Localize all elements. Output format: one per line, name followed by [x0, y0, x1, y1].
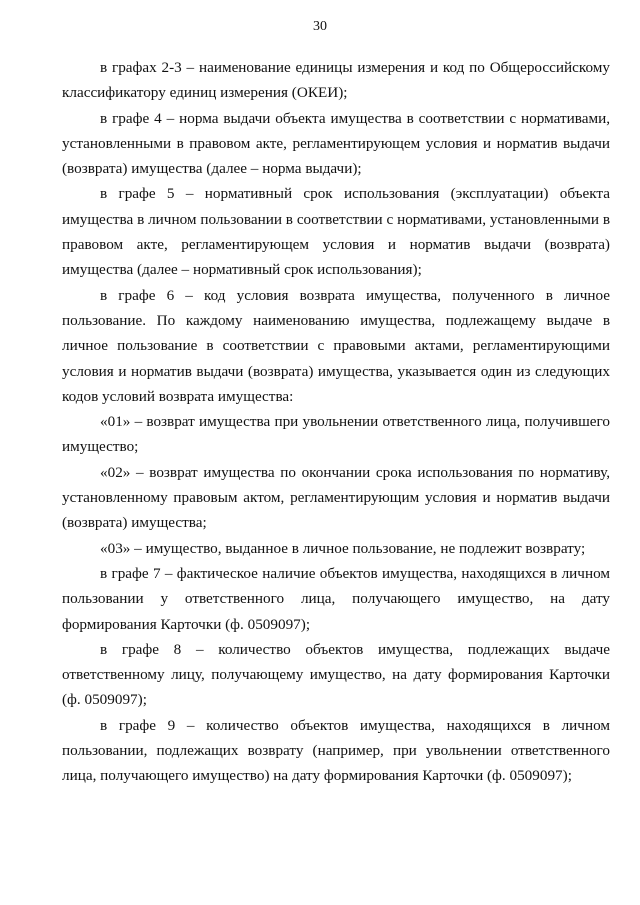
paragraph-grafa-6: в графе 6 – код условия возврата имущества, полученного в личное пользование. По каждому наименованию имущества, подлежащему выдаче в личное пользование в соответствии с правовыми актами, регламентирующими условия и норматив выдачи (возврата) имущества, указывается один из следующих кодов условий возврата имущества:	[62, 286, 610, 405]
paragraph-grafa-8: в графе 8 – количество объектов имущества, подлежащих выдаче ответственному лицу, получающему имущество, на дату формирования Карточки (ф. 0509097);	[62, 640, 610, 709]
paragraph-grafa-7: в графе 7 – фактическое наличие объектов имущества, находящихся в личном пользовании у ответственного лица, получающего имущество, на дату формирования Карточки (ф. 0509097);	[62, 564, 610, 633]
paragraph-grafa-5: в графе 5 – нормативный срок использования (эксплуатации) объекта имущества в личном пользовании в соответствии с нормативами, установленными в правовом акте, регламентирующем условия и норматив выдачи (возврата) имущества (далее – нормативный срок использования);	[62, 185, 610, 279]
paragraph-grafy-2-3: в графах 2-3 – наименование единицы измерения и код по Общероссийскому классификатору единиц измерения (ОКЕИ);	[62, 59, 610, 102]
page-number: 30	[313, 19, 327, 34]
paragraph-code-01: «01» – возврат имущества при увольнении ответственного лица, получившего имущество;	[62, 413, 610, 456]
paragraph-code-03: «03» – имущество, выданное в личное пользование, не подлежит возврату;	[100, 539, 586, 557]
paragraph-grafa-4: в графе 4 – норма выдачи объекта имущества в соответствии с нормативами, установленными в правовом акте, регламентирующем условия и норматив выдачи (возврата) имущества (далее – норма выдачи);	[62, 109, 610, 178]
document-body	[62, 55, 610, 789]
paragraph-grafa-9: в графе 9 – количество объектов имущества, находящихся в личном пользовании, подлежащих возврату (например, при увольнении ответственного лица, получающего имущество) на дату формирования Карточки (ф. 0509097);	[62, 716, 610, 785]
paragraph-code-02: «02» – возврат имущества по окончании срока использования по нормативу, установленному правовым актом, регламентирующим условия и норматив выдачи (возврата) имущества;	[62, 463, 610, 532]
